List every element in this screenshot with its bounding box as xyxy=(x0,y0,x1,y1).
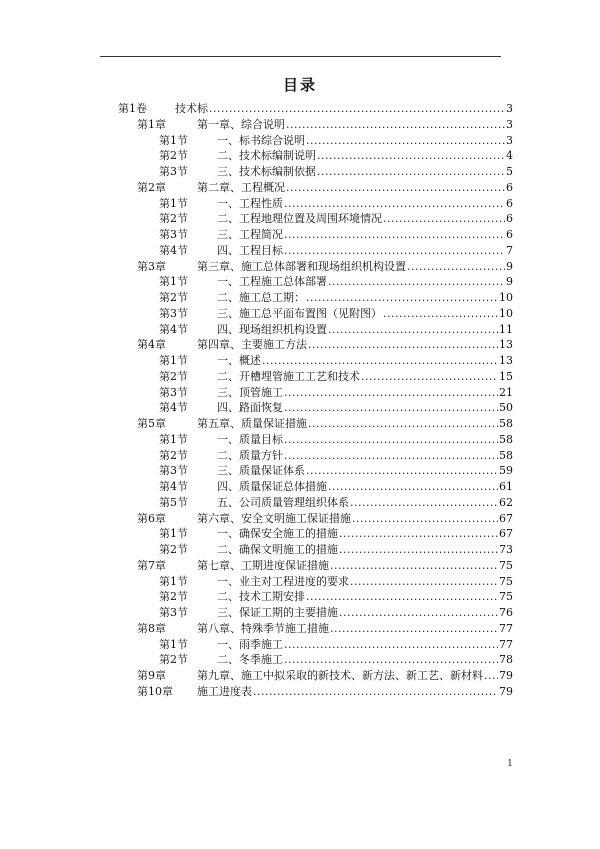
toc-entry-sec[interactable] xyxy=(0,133,600,149)
toc-entry-sec[interactable] xyxy=(0,479,600,495)
toc-entry-title: 施工进度表 xyxy=(197,684,252,698)
page-number: 1 xyxy=(507,759,513,769)
toc-entry-number: 第2节 xyxy=(159,448,188,462)
toc-entry-number: 第2节 xyxy=(159,149,188,163)
toc-entry-number: 第2节 xyxy=(159,543,188,556)
toc-page-number: 4 xyxy=(506,149,513,163)
toc-dot-leader xyxy=(339,605,498,621)
toc-entry-title: 二、冬季施工 xyxy=(217,653,283,667)
toc-page-number: 10 xyxy=(499,291,513,304)
toc-entry-number: 第2节 xyxy=(159,369,188,383)
toc-entry-title: 第八章、特殊季节施工措施 xyxy=(197,621,329,635)
toc-page-number: 58 xyxy=(499,417,513,430)
toc-entry-sec[interactable] xyxy=(0,385,600,401)
toc-dot-leader xyxy=(284,400,498,416)
toc-entry-line xyxy=(217,432,513,448)
toc-entry-sec[interactable] xyxy=(0,290,600,306)
toc-page-number: 3 xyxy=(506,133,513,147)
toc-entry-number: 第3节 xyxy=(159,606,188,619)
toc-entry-line xyxy=(217,495,513,511)
toc-dot-leader xyxy=(284,432,498,448)
toc-entry-title: 四、现场组织机构设置 xyxy=(217,322,327,336)
toc-entry-sec[interactable] xyxy=(0,322,600,338)
toc-entry-number: 第6章 xyxy=(137,511,166,525)
toc-entry-title: 三、顶管施工 xyxy=(217,385,283,399)
toc-page-number: 67 xyxy=(499,511,513,525)
toc-entry-title: 第一章、综合说明 xyxy=(197,117,285,131)
toc-dot-leader xyxy=(407,259,505,275)
toc-entry-sec[interactable] xyxy=(0,227,600,243)
toc-page-number: 61 xyxy=(499,480,513,493)
toc-dot-leader xyxy=(286,117,505,133)
toc-page-number: 13 xyxy=(499,338,513,352)
toc-entry-number: 第1节 xyxy=(159,196,188,210)
toc-page-number: 75 xyxy=(499,590,513,604)
toc-entry-number: 第3节 xyxy=(159,165,188,178)
toc-entry-line xyxy=(217,589,513,605)
toc-dot-leader xyxy=(339,526,498,542)
toc-entry-sec[interactable] xyxy=(0,353,600,369)
toc-dot-leader xyxy=(308,416,498,432)
toc-page-number: 62 xyxy=(499,495,513,509)
toc-entry-number: 第9章 xyxy=(137,669,166,682)
toc-page-number: 59 xyxy=(499,464,513,478)
toc-page-number: 3 xyxy=(506,117,513,131)
toc-dot-leader xyxy=(361,369,498,385)
toc-page-number: 58 xyxy=(499,432,513,446)
toc-entry-line xyxy=(197,621,513,637)
toc-entry-sec[interactable] xyxy=(0,400,600,416)
toc-dot-leader xyxy=(328,479,498,495)
toc-page-number: 77 xyxy=(499,621,513,635)
toc-dot-leader xyxy=(308,337,498,353)
toc-entry-number: 第10章 xyxy=(137,684,173,698)
toc-page-number: 77 xyxy=(499,637,513,651)
toc-entry-line xyxy=(197,684,513,700)
toc-entry-number: 第1章 xyxy=(137,117,166,131)
toc-entry-title: 三、技术标编制依据 xyxy=(217,165,316,178)
toc-entry-sec[interactable] xyxy=(0,495,600,511)
toc-entry-title: 第七章、工期进度保证措施 xyxy=(197,558,329,572)
toc-entry-sec[interactable] xyxy=(0,652,600,668)
header-rule xyxy=(100,56,501,57)
toc-entry-title: 三、施工总平面布置图（见附图） xyxy=(217,306,382,320)
toc-entry-number: 第3节 xyxy=(159,306,188,320)
toc-page-number: 79 xyxy=(499,684,513,698)
toc-entry-number: 第1节 xyxy=(159,574,188,588)
toc-entry-sec[interactable] xyxy=(0,369,600,385)
page-title: 目录 xyxy=(282,76,317,94)
toc-entry-title: 一、工程施工总体部署 xyxy=(217,275,327,289)
toc-dot-leader xyxy=(339,542,498,558)
toc-entry-line xyxy=(197,668,513,684)
toc-entry-line xyxy=(217,400,513,416)
toc-dot-leader xyxy=(317,164,505,180)
toc-entry-number: 第8章 xyxy=(137,621,166,635)
toc-page-number: 6 xyxy=(506,180,513,194)
toc-dot-leader xyxy=(284,652,498,668)
toc-dot-leader xyxy=(383,306,498,322)
toc-entry-sec[interactable] xyxy=(0,463,600,479)
toc-entry-ch[interactable] xyxy=(0,416,600,432)
toc-dot-leader xyxy=(330,558,498,574)
toc-page-number: 5 xyxy=(506,165,513,178)
toc-dot-leader xyxy=(284,385,498,401)
toc-entry-number: 第5章 xyxy=(137,417,166,430)
toc-entry-title: 一、标书综合说明 xyxy=(217,133,305,147)
toc-entry-title: 一、业主对工程进度的要求 xyxy=(217,574,349,588)
toc-entry-line xyxy=(175,101,513,117)
toc-page-number: 75 xyxy=(499,558,513,572)
toc-entry-line xyxy=(217,133,513,149)
toc-dot-leader xyxy=(328,274,505,290)
toc-entry-title: 四、路面恢复 xyxy=(217,401,283,415)
toc-entry-line xyxy=(217,196,513,212)
toc-dot-leader xyxy=(306,290,498,306)
toc-dot-leader xyxy=(330,621,498,637)
toc-entry-title: 一、质量目标 xyxy=(217,432,283,446)
toc-entry-number: 第3章 xyxy=(137,259,166,273)
toc-dot-leader xyxy=(352,511,498,527)
toc-dot-leader xyxy=(306,589,498,605)
toc-entry-sec[interactable] xyxy=(0,274,600,290)
toc-entry-sec[interactable] xyxy=(0,448,600,464)
toc-entry-ch[interactable] xyxy=(0,117,600,133)
toc-dot-leader xyxy=(350,495,498,511)
toc-entry-line xyxy=(197,180,513,196)
toc-entry-number: 第2节 xyxy=(159,212,188,226)
toc-dot-leader xyxy=(284,448,498,464)
toc-entry-line xyxy=(217,637,513,653)
toc-entry-title: 二、技术工期安排 xyxy=(217,590,305,604)
toc-entry-title: 第五章、质量保证措施 xyxy=(197,417,307,430)
toc-entry-sec[interactable] xyxy=(0,542,600,558)
toc-entry-ch[interactable] xyxy=(0,668,600,684)
toc-page-number: 15 xyxy=(499,369,513,383)
toc-entry-line xyxy=(217,211,513,227)
toc-entry-line xyxy=(217,274,513,290)
toc-entry-line xyxy=(217,385,513,401)
toc-entry-title: 第三章、施工总体部署和现场组织机构设置 xyxy=(197,259,406,273)
toc-entry-line xyxy=(217,463,513,479)
toc-entry-line xyxy=(217,148,513,164)
toc-entry-title: 二、确保文明施工的措施 xyxy=(217,543,338,556)
toc-page-number: 67 xyxy=(499,527,513,541)
toc-page-number: 10 xyxy=(499,306,513,320)
toc-entry-line xyxy=(217,306,513,322)
toc-dot-leader xyxy=(317,148,505,164)
toc-entry-ch[interactable] xyxy=(0,337,600,353)
toc-entry-number: 第3节 xyxy=(159,464,188,478)
toc-entry-title: 第四章、主要施工方法 xyxy=(197,338,307,352)
toc-entry-line xyxy=(217,227,513,243)
toc-entry-number: 第2节 xyxy=(159,653,188,667)
toc-entry-number: 第5节 xyxy=(159,495,188,509)
toc-dot-leader xyxy=(284,227,505,243)
toc-entry-sec[interactable] xyxy=(0,637,600,653)
toc-entry-sec[interactable] xyxy=(0,589,600,605)
toc-dot-leader xyxy=(286,180,505,196)
toc-page-number: 6 xyxy=(506,196,513,210)
toc-entry-title: 第九章、施工中拟采取的新技术、新方法、新工艺、新材料 xyxy=(197,669,483,682)
toc-entry-sec[interactable] xyxy=(0,211,600,227)
toc-entry-line xyxy=(197,511,513,527)
toc-entry-title: 二、质量方针 xyxy=(217,448,283,462)
toc-entry-number: 第1节 xyxy=(159,275,188,289)
toc-entry-sec[interactable] xyxy=(0,164,600,180)
toc-entry-number: 第4节 xyxy=(159,480,188,493)
toc-entry-number: 第3节 xyxy=(159,228,188,241)
toc-entry-line xyxy=(197,416,513,432)
toc-entry-line xyxy=(217,369,513,385)
toc-entry-title: 二、技术标编制说明 xyxy=(217,149,316,163)
toc-entry-sec[interactable] xyxy=(0,574,600,590)
toc-page-number: 58 xyxy=(499,448,513,462)
toc-entry-number: 第4节 xyxy=(159,401,188,415)
toc-entry-number: 第4章 xyxy=(137,338,166,352)
toc-page-number: 11 xyxy=(499,322,513,336)
toc-entry-line xyxy=(217,322,513,338)
toc-dot-leader xyxy=(350,574,498,590)
toc-page-number: 79 xyxy=(499,669,513,682)
toc-entry-title: 五、公司质量管理组织体系 xyxy=(217,495,349,509)
toc-entry-ch[interactable] xyxy=(0,259,600,275)
toc-entry-line xyxy=(217,479,513,495)
toc-page-number: 78 xyxy=(499,653,513,667)
toc-entry-ch[interactable] xyxy=(0,621,600,637)
toc-dot-leader xyxy=(306,463,498,479)
toc-entry-title: 第六章、安全文明施工保证措施 xyxy=(197,511,351,525)
toc-page-number: 3 xyxy=(506,102,513,115)
toc-entry-line xyxy=(217,448,513,464)
toc-entry-ch[interactable] xyxy=(0,558,600,574)
toc-entry-title: 三、保证工期的主要措施 xyxy=(217,606,338,619)
toc-dot-leader xyxy=(306,133,505,149)
toc-entry-number: 第2章 xyxy=(137,180,166,194)
toc-entry-number: 第7章 xyxy=(137,558,166,572)
toc-page-number: 13 xyxy=(499,354,513,367)
toc-entry-line xyxy=(197,558,513,574)
toc-entry-title: 三、质量保证体系 xyxy=(217,464,305,478)
toc-dot-leader xyxy=(284,243,505,259)
toc-entry-number: 第1节 xyxy=(159,527,188,541)
toc-entry-number: 第2节 xyxy=(159,590,188,604)
toc-entry-number: 第1节 xyxy=(159,432,188,446)
toc-entry-sec[interactable] xyxy=(0,605,600,621)
toc-dot-leader xyxy=(253,684,498,700)
toc-entry-ch[interactable] xyxy=(0,684,600,700)
toc-entry-line xyxy=(197,117,513,133)
toc-page-number: 6 xyxy=(506,212,513,226)
toc-entry-title: 二、工程地理位置及周围环境情况 xyxy=(217,212,382,226)
toc-entry-sec[interactable] xyxy=(0,526,600,542)
toc-page-number: 9 xyxy=(506,259,513,273)
toc-entry-title: 四、质量保证总体措施 xyxy=(217,480,327,493)
toc-entry-title: 三、工程简况 xyxy=(217,228,283,241)
toc-entry-number: 第2节 xyxy=(159,291,188,304)
toc-entry-line xyxy=(217,605,513,621)
toc-entry-title: 一、雨季施工 xyxy=(217,637,283,651)
toc-entry-ch[interactable] xyxy=(0,180,600,196)
toc-entry-line xyxy=(197,259,513,275)
toc-entry-sec[interactable] xyxy=(0,243,600,259)
toc-dot-leader xyxy=(328,322,498,338)
toc-entry-sec[interactable] xyxy=(0,148,600,164)
toc-entry-line xyxy=(197,337,513,353)
toc-page-number: 9 xyxy=(506,275,513,289)
toc-entry-line xyxy=(217,243,513,259)
toc-entry-number: 第1卷 xyxy=(118,102,147,115)
toc-entry-number: 第1节 xyxy=(159,637,188,651)
toc-page-number: 73 xyxy=(499,543,513,556)
toc-entry-title: 第二章、工程概况 xyxy=(197,180,285,194)
toc-entry-title: 一、工程性质 xyxy=(217,196,283,210)
toc-page-number: 76 xyxy=(499,606,513,619)
toc-entry-number: 第4节 xyxy=(159,243,188,257)
toc-entry-sec[interactable] xyxy=(0,432,600,448)
toc-entry-line xyxy=(217,526,513,542)
toc-entry-title: 技术标 xyxy=(175,102,208,115)
toc-dot-leader xyxy=(209,101,505,117)
toc-entry-number: 第4节 xyxy=(159,322,188,336)
toc-entry-line xyxy=(217,652,513,668)
toc-page-number: 50 xyxy=(499,401,513,415)
toc-entry-ch[interactable] xyxy=(0,511,600,527)
toc-dot-leader xyxy=(262,353,498,369)
toc-entry-title: 一、确保安全施工的措施 xyxy=(217,527,338,541)
toc-entry-number: 第3节 xyxy=(159,385,188,399)
toc-entry-line xyxy=(217,353,513,369)
toc-entry-vol[interactable] xyxy=(0,101,600,117)
toc-entry-title: 一、概述 xyxy=(217,354,261,367)
toc-dot-leader xyxy=(383,211,505,227)
toc-entry-number: 第1节 xyxy=(159,354,188,367)
toc-dot-leader xyxy=(284,196,505,212)
table-of-contents xyxy=(0,101,600,700)
toc-entry-line xyxy=(217,574,513,590)
toc-page-number: 21 xyxy=(499,385,513,399)
toc-entry-line xyxy=(217,290,513,306)
toc-page-number: 7 xyxy=(506,243,513,257)
toc-entry-title: 二、开槽埋管施工工艺和技术 xyxy=(217,369,360,383)
toc-page-number: 75 xyxy=(499,574,513,588)
toc-entry-line xyxy=(217,164,513,180)
toc-entry-title: 二、施工总工期： xyxy=(217,291,305,304)
toc-entry-title: 四、工程目标 xyxy=(217,243,283,257)
toc-entry-sec[interactable] xyxy=(0,306,600,322)
toc-entry-sec[interactable] xyxy=(0,196,600,212)
toc-entry-line xyxy=(217,542,513,558)
toc-dot-leader xyxy=(484,668,498,684)
toc-page-number: 6 xyxy=(506,228,513,241)
toc-dot-leader xyxy=(284,637,498,653)
toc-entry-number: 第1节 xyxy=(159,133,188,147)
